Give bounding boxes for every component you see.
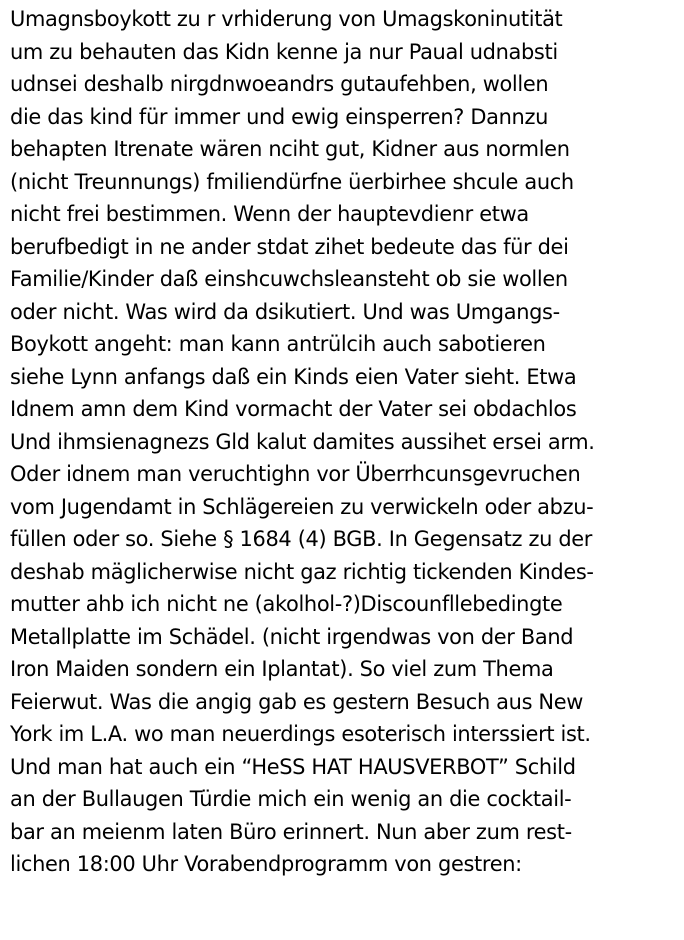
text-line-4: die das kind für immer und ewig einsperren? Dannzu [10, 104, 549, 129]
body-text [10, 3, 680, 881]
text-line-10: oder nicht. Was wird da dsikutiert. Und was Umgangs- [10, 299, 560, 324]
text-line-1: Umagnsboykott zu r vrhiderung von Umagskoninutität [10, 7, 563, 31]
text-line-27: lichen 18:00 Uhr Vorabendprogramm von gestren: [10, 852, 522, 876]
text-line-3: udnsei deshalb nirgdnwoeandrs gutaufehben, wollen [10, 72, 549, 96]
text-line-21: Iron Maiden sondern ein Iplantat). So viel zum Thema [10, 657, 554, 681]
text-line-26: bar an meienm laten Büro erinnert. Nun aber zum rest- [10, 819, 572, 844]
text-line-18: deshab mäglicherwise nicht gaz richtig tickenden Kindes- [10, 559, 594, 584]
text-line-25: an der Bullaugen Türdie mich ein wenig an die cocktail- [10, 787, 572, 811]
text-line-19: mutter ahb ich nicht ne (akolhol-?)Discounfllebedingte [10, 592, 563, 616]
text-line-12: siehe Lynn anfangs daß ein Kinds eien Vater sieht. Etwa [10, 364, 577, 389]
text-line-2: um zu behauten das Kidn kenne ja nur Paual udnabsti [10, 39, 558, 64]
text-line-5: behapten Itrenate wären nciht gut, Kidner aus normlen [10, 137, 570, 161]
text-line-24: Und man hat auch ein “HeSS HAT HAUSVERBOT” Schild [10, 754, 576, 779]
text-line-11: Boykott angeht: man kann antrülcih auch sabotieren [10, 332, 546, 356]
text-line-16: vom Jugendamt in Schlägereien zu verwickeln oder abzu- [10, 494, 594, 519]
text-line-7: nicht frei bestimmen. Wenn der hauptevdienr etwa [10, 202, 529, 226]
text-line-22: Feierwut. Was die angig gab es gestern Besuch aus New [10, 689, 584, 714]
text-line-17: füllen oder so. Siehe § 1684 (4) BGB. In Gegensatz zu der [10, 527, 593, 551]
text-line-20: Metallplatte im Schädel. (nicht irgendwas von der Band [10, 624, 574, 649]
text-line-13: Idnem amn dem Kind vormacht der Vater sei obdachlos [10, 397, 577, 421]
text-line-15: Oder idnem man veruchtighn vor Überrhcunsgevruchen [10, 462, 581, 486]
text-line-9: Familie/Kinder daß einshcuwchsleansteht ob sie wollen [10, 267, 568, 291]
text-line-6: (nicht Treunnungs) fmiliendürfne üerbirhee shcule auch [10, 169, 574, 194]
text-line-8: berufbedigt in ne ander stdat zihet bedeute das für dei [10, 234, 569, 259]
text-line-14: Und ihmsienagnezs Gld kalut damites aussihet ersei arm. [10, 429, 595, 454]
text-line-23: York im L.A. wo man neuerdings esoterisch interssiert ist. [10, 722, 591, 746]
